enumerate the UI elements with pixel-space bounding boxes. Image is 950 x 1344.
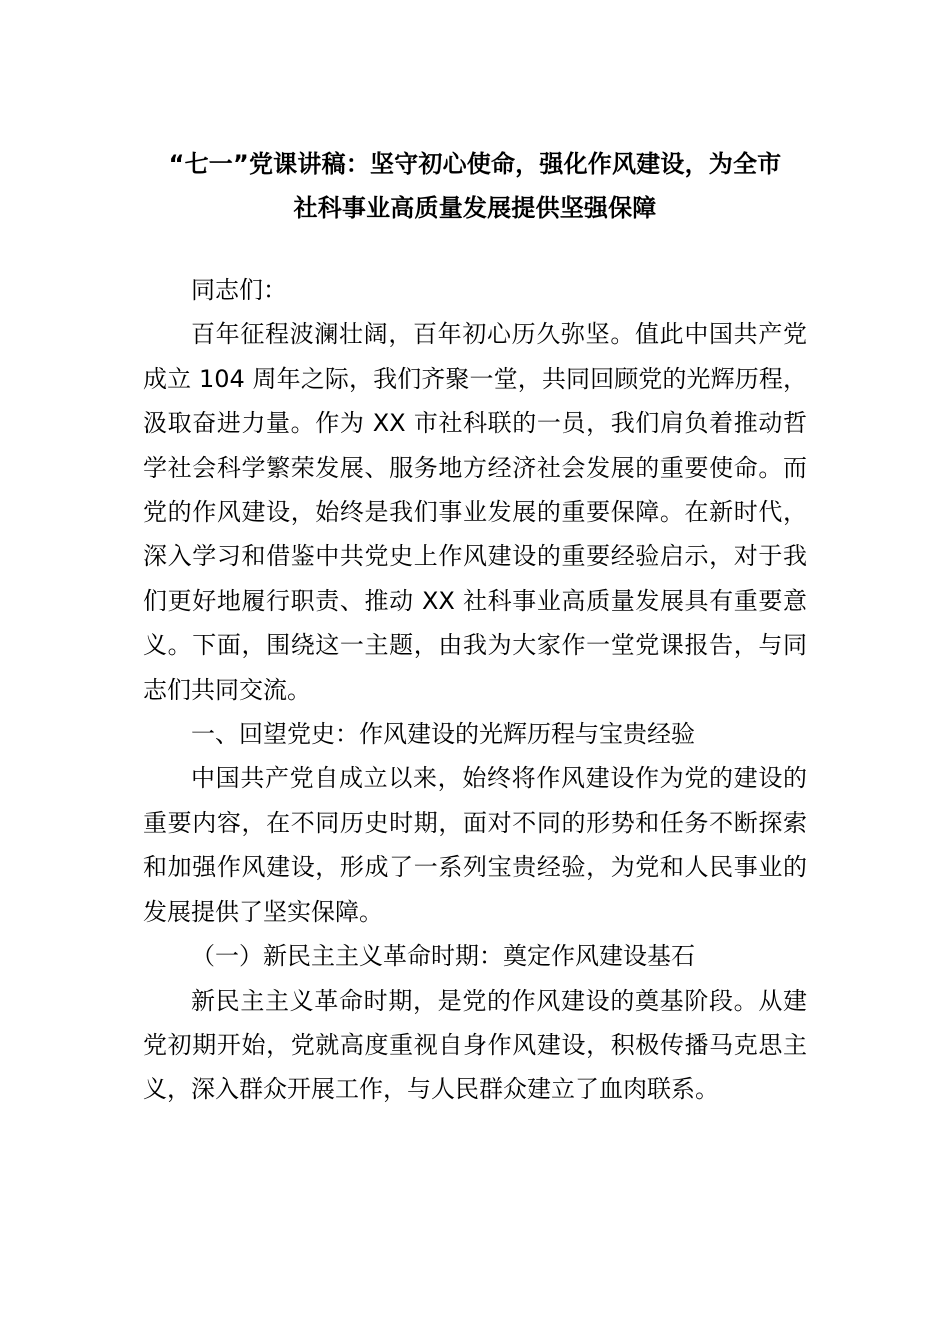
paragraph-subsection-1: 新民主主义革命时期，是党的作风建设的奠基阶段。从建党初期开始，党就高度重视自身作风建设，积极传播马克思主义，深入群众开展工作，与人民群众建立了血肉联系。 <box>143 986 807 1104</box>
document-body <box>143 142 807 1112</box>
subsection-heading-1: （一）新民主主义革命时期：奠定作风建设基石 <box>191 942 695 971</box>
title-line-1: “七一”党课讲稿：坚守初心使命，强化作风建设，为全市 <box>168 150 782 178</box>
greeting: 同志们： <box>191 276 287 304</box>
title-line-2: 社科事业高质量发展提供坚强保障 <box>293 194 657 222</box>
paragraph-intro: 百年征程波澜壮阔，百年初心历久弥坚。值此中国共产党成立 104 周年之际，我们齐聚一堂，共同回顾党的光辉历程，汲取奋进力量。作为 XX 市社科联的一员，我们肩负着推动哲学社会科学繁荣发展、服务地方经济社会发展的重要使命。而党的作风建设，始终是我们事业发展的重要保障。在新时代，深入学习和借鉴中共党史上作风建设的重要经验启示，对于我们更好地履行职责、推动 XX 社科事业高质量发展具有重要意义。下面，围绕这一主题，由我为大家作一堂党课报告，与同志们共同交流。 <box>143 320 807 704</box>
paragraph-section-1: 中国共产党自成立以来，始终将作风建设作为党的建设的重要内容，在不同历史时期，面对不同的形势和任务不断探索和加强作风建设，形成了一系列宝贵经验，为党和人民事业的发展提供了坚实保障。 <box>143 764 807 926</box>
section-heading-1: 一、回望党史：作风建设的光辉历程与宝贵经验 <box>191 720 695 749</box>
document-content <box>143 268 807 1112</box>
document-title <box>143 142 807 230</box>
